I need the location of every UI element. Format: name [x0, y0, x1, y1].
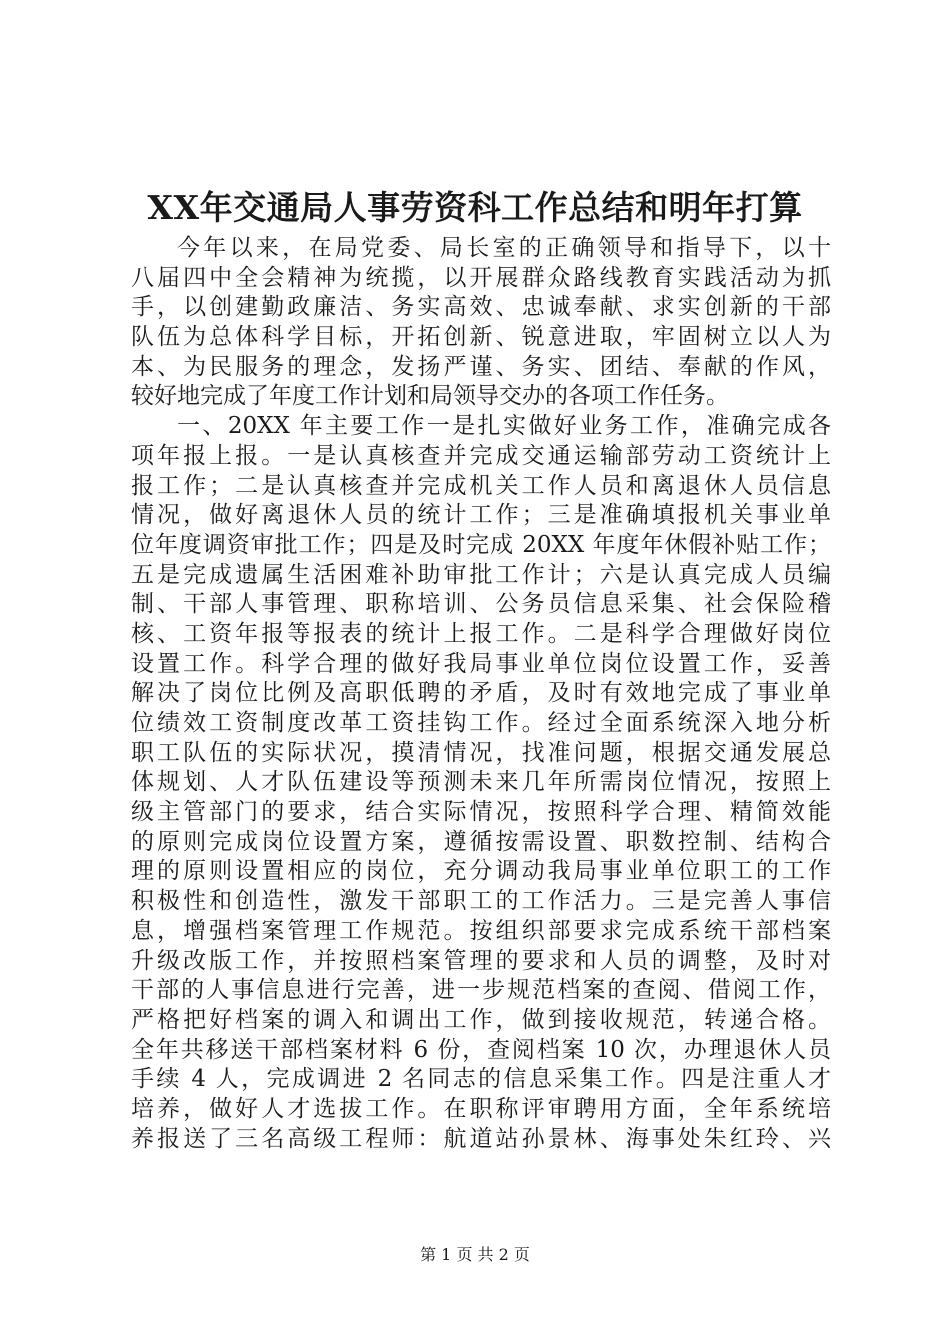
body-line: 息，增强档案管理工作规范。按组织部要求完成系统干部档案 — [131, 917, 831, 944]
body-line: 设置工作。科学合理的做好我局事业单位岗位设置工作，妥善 — [131, 650, 831, 677]
body-line: 一、20XX 年主要工作一是扎实做好业务工作，准确完成各 — [177, 413, 831, 440]
body-line: 项年报上报。一是认真核查并完成交通运输部劳动工资统计上 — [131, 442, 831, 469]
page-footer: 第 1 页 共 2 页 — [420, 1245, 530, 1264]
body-line: 手，以创建勤政廉洁、务实高效、忠诚奉献、求实创新的干部 — [131, 294, 831, 321]
body-line: 解决了岗位比例及高职低聘的矛盾，及时有效地完成了事业单 — [131, 680, 831, 707]
body-line: 级主管部门的要求，结合实际情况，按照科学合理、精简效能 — [131, 799, 831, 826]
body-line: 制、干部人事管理、职称培训、公务员信息采集、社会保险稽 — [131, 591, 831, 618]
body-line: 的原则完成岗位设置方案，遵循按需设置、职数控制、结构合 — [131, 828, 831, 855]
body-line: 八届四中全会精神为统揽，以开展群众路线教育实践活动为抓 — [131, 264, 831, 291]
document-body — [131, 234, 831, 1154]
body-line: 本、为民服务的理念，发扬严谨、务实、团结、奉献的作风， — [131, 353, 831, 380]
body-line: 职工队伍的实际状况，摸清情况，找准问题，根据交通发展总 — [131, 739, 831, 766]
body-line: 全年共移送干部档案材料 6 份，查阅档案 10 次，办理退休人员 — [131, 1036, 831, 1063]
body-line: 干部的人事信息进行完善，进一步规范档案的查阅、借阅工作， — [131, 977, 831, 1004]
body-line: 体规划、人才队伍建设等预测未来几年所需岗位情况，按照上 — [131, 769, 831, 796]
body-line: 位绩效工资制度改革工资挂钩工作。经过全面系统深入地分析 — [131, 710, 831, 736]
body-line: 五是完成遗属生活困难补助审批工作计；六是认真完成人员编 — [131, 561, 831, 588]
body-line: 理的原则设置相应的岗位，充分调动我局事业单位职工的工作 — [131, 858, 831, 885]
body-line: 位年度调资审批工作；四是及时完成 20XX 年度年休假补贴工作； — [131, 531, 831, 558]
body-line: 队伍为总体科学目标，开拓创新、锐意进取，牢固树立以人为 — [131, 324, 831, 351]
body-line: 核、工资年报等报表的统计上报工作。二是科学合理做好岗位 — [131, 620, 831, 647]
body-line: 升级改版工作，并按照档案管理的要求和人员的调整，及时对 — [131, 947, 831, 974]
body-line: 情况，做好离退休人员的统计工作；三是准确填报机关事业单 — [131, 502, 831, 529]
body-line: 养报送了三名高级工程师：航道站孙景林、海事处朱红玲、兴 — [131, 1125, 831, 1152]
body-line: 严格把好档案的调入和调出工作，做到接收规范，转递合格。 — [131, 1006, 831, 1033]
body-line: 培养，做好人才选拔工作。在职称评审聘用方面，全年系统培 — [131, 1095, 831, 1122]
body-line: 今年以来，在局党委、局长室的正确领导和指导下，以十 — [177, 235, 831, 261]
body-line: 手续 4 人，完成调进 2 名同志的信息采集工作。四是注重人才 — [131, 1066, 831, 1093]
body-line: 报工作；二是认真核查并完成机关工作人员和离退休人员信息 — [131, 472, 831, 499]
document-title: XX年交通局人事劳资科工作总结和明年打算 — [147, 188, 803, 227]
body-line: 较好地完成了年度工作计划和局领导交办的各项工作任务。 — [131, 383, 729, 410]
body-line: 积极性和创造性，激发干部职工的工作活力。三是完善人事信 — [131, 888, 831, 915]
